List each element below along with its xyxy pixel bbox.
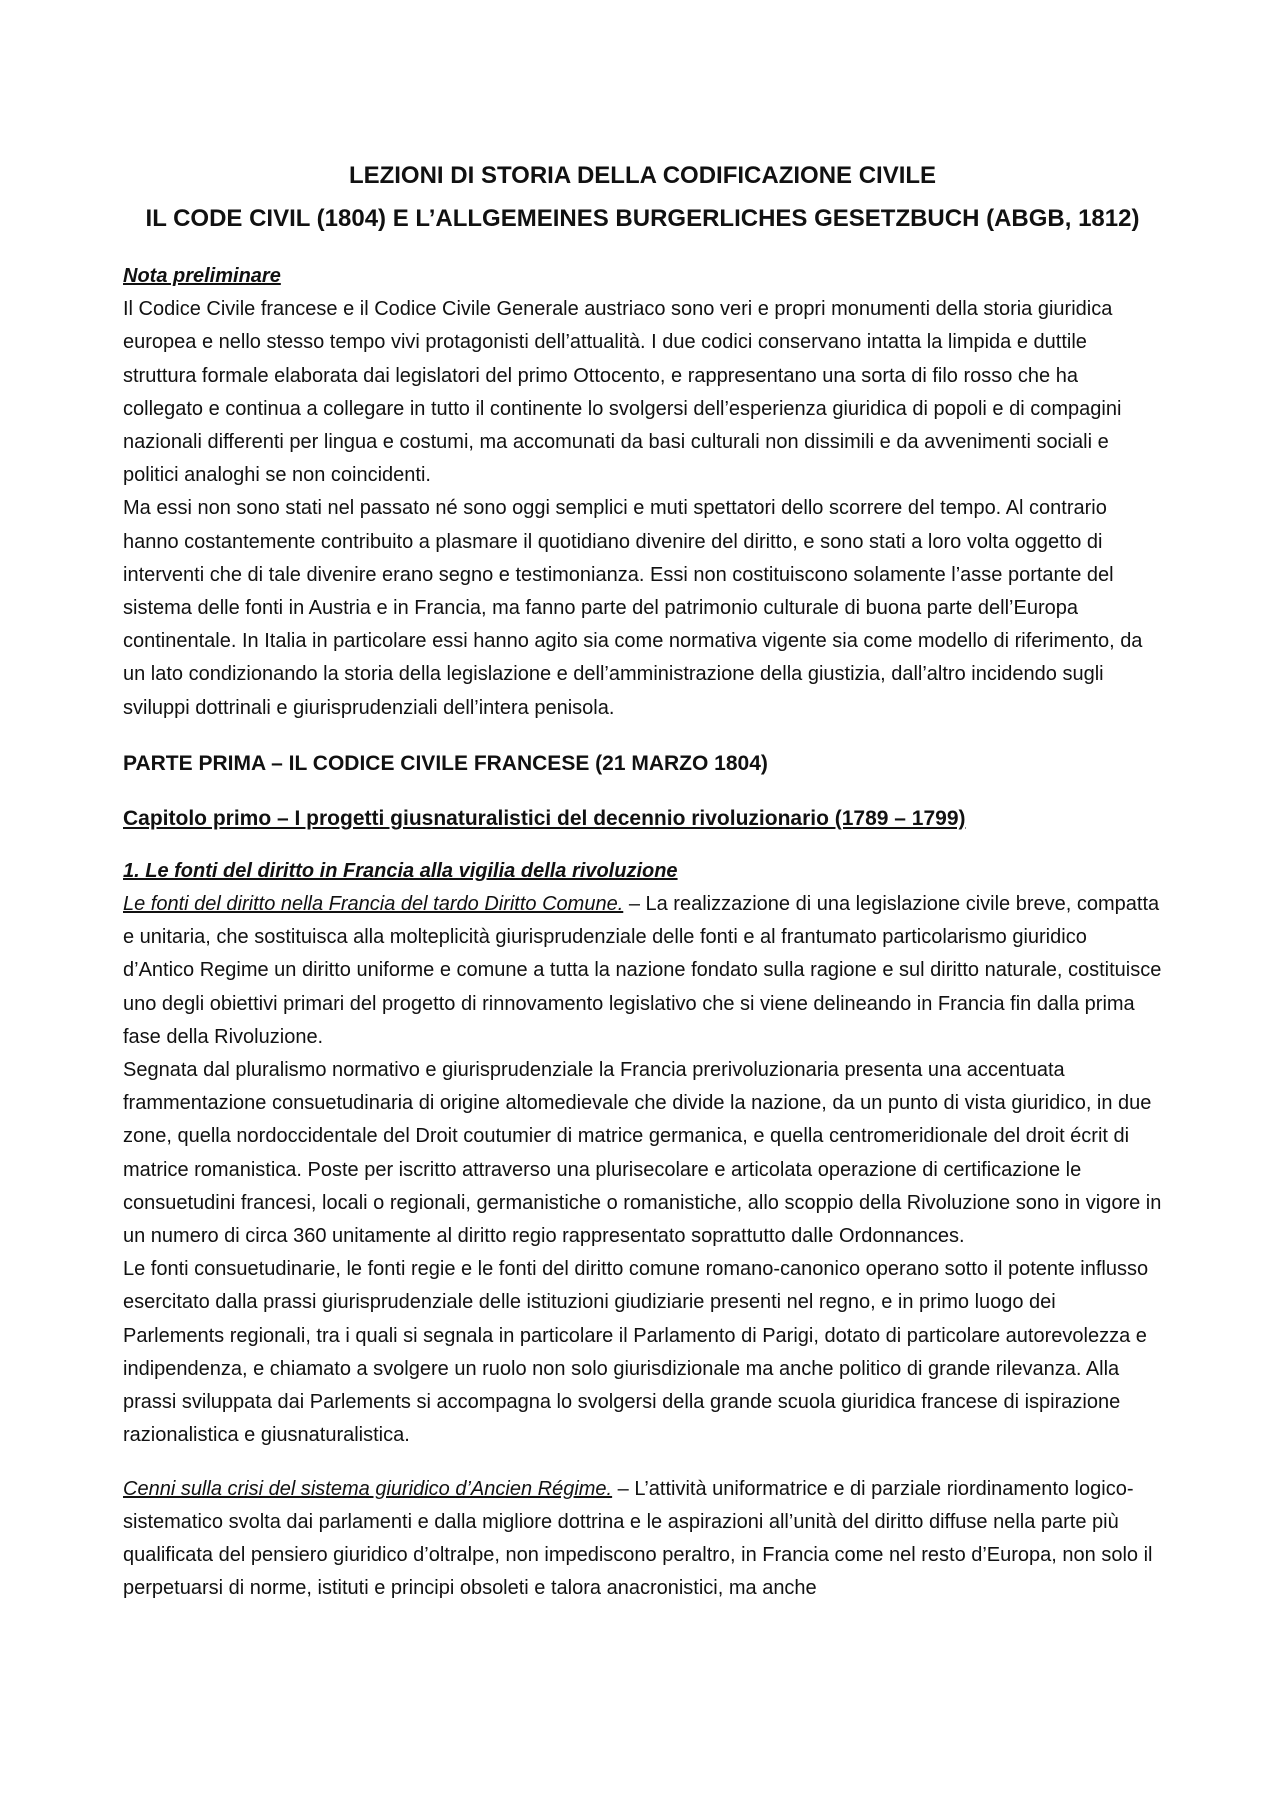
paragraph-sources-late-common-law xyxy=(123,888,1162,1054)
note-label: Nota preliminare xyxy=(123,265,281,287)
subsection-label-sources: Le fonti del diritto nella Francia del tardo Diritto Comune. xyxy=(123,893,624,916)
subsection-label-crisis: Cenni sulla crisi del sistema giuridico d’Ancien Régime. xyxy=(123,1477,613,1500)
note-paragraph-1: Il Codice Civile francese e il Codice Civile Generale austriaco sono veri e propri monumenti della storia giuridica europea e nello stesso tempo vivi protagonisti dell’attualità. I due codici conservano intatta la limpida e duttile struttura formale elaborata dai legislatori del primo Ottocento, e rappresentano una sorta di filo rosso che ha collegato e continua a collegare in tutto il continente lo svolgersi dell’esperienza giuridica di popoli e di compagini nazionali differenti per lingua e costumi, ma accomunati da basi culturali non dissimili e da avvenimenti sociali e politici analoghi se non coincidenti. xyxy=(123,298,1122,487)
paragraph-normative-pluralism: Segnata dal pluralismo normativo e giurisprudenziale la Francia prerivoluzionaria presenta una accentuata frammentazione consuetudinaria di origine altomedievale che divide la nazione, da un punto di vista giuridico, in due zone, quella nordoccidentale del Droit coutumier di matrice germanica, e quella centromeridionale del droit écrit di matrice romanistica. Poste per iscritto attraverso una plurisecolare e articolata operazione di certificazione le consuetudini francesi, locali o regionali, germanistiche o romanistiche, allo scoppio della Rivoluzione sono in vigore in un numero di circa 360 unitamente al diritto regio rappresentato soprattutto dalle Ordonnances. xyxy=(123,1059,1162,1248)
paragraph-customary-sources: Le fonti consuetudinarie, le fonti regie e le fonti del diritto comune romano-canonico operano sotto il potente influsso esercitato dalla prassi giurisprudenziale delle istituzioni giudiziarie presenti nel regno, e in primo luogo dei Parlements regionali, tra i quali si segnala in particolare il Parlamento di Parigi, dotato di particolare autorevolezza e indipendenza, e chiamato a svolgere un ruolo non solo giurisdizionale ma anche politico di grande rilevanza. Alla prassi sviluppata dai Parlements si accompagna lo svolgersi della grande scuola giuridica francese di ispirazione razionalistica e giusnaturalistica. xyxy=(123,1258,1149,1447)
section-1-heading: 1. Le fonti del diritto in Francia alla vigilia della rivoluzione xyxy=(123,859,678,882)
document-title-block xyxy=(123,154,1162,240)
note-paragraph-2: Ma essi non sono stati nel passato né sono oggi semplici e muti spettatori dello scorrere del tempo. Al contrario hanno costantemente contribuito a plasmare il quotidiano divenire del diritto, e sono stati a loro volta oggetto di interventi che di tale divenire erano segno e testimonianza. Essi non costituiscono solamente l’asse portante del sistema delle fonti in Austria e in Francia, ma fanno parte del patrimonio culturale di buona parte dell’Europa continentale. In Italia in particolare essi hanno agito sia come normativa vigente sia come modello di riferimento, da un lato condizionando la storia della legislazione e dell’amministrazione della giustizia, dall’altro incidendo sugli sviluppi dottrinali e giurisprudenziali dell’intera penisola. xyxy=(123,497,1143,719)
document-title-line-2: IL CODE CIVIL (1804) E L’ALLGEMEINES BURGERLICHES GESETZBUCH (ABGB, 1812) xyxy=(145,205,1140,232)
part-heading: PARTE PRIMA – IL CODICE CIVILE FRANCESE (21 MARZO 1804) xyxy=(123,751,768,775)
subsection-text-sources: – La realizzazione di una legislazione civile breve, compatta e unitaria, che sostituisca alla molteplicità giurisprudenziale delle fonti e al frantumato particolarismo giuridico d’Antico Regime un diritto uniforme e comune a tutta la nazione fondato sulla ragione e sul diritto naturale, costituisce uno degli obiettivi primari del progetto di rinnovamento legislativo che si viene delineando in Francia fin dalla prima fase della Rivoluzione. xyxy=(123,893,1162,1048)
subsection-text-crisis: – L’attività uniformatrice e di parziale riordinamento logico-sistematico svolta dai parlamenti e dalla migliore dottrina e le aspirazioni all’unità del diritto diffuse nella parte più qualificata del pensiero giuridico d’oltralpe, non impediscono peraltro, in Francia come nel resto d’Europa, non solo il perpetuarsi di norme, istituti e principi obsoleti e talora anacronistici, ma anche xyxy=(123,1477,1153,1600)
chapter-heading: Capitolo primo – I progetti giusnaturalistici del decennio rivoluzionario (1789 – 1799) xyxy=(123,806,966,830)
document-title-line-1: LEZIONI DI STORIA DELLA CODIFICAZIONE CIVILE xyxy=(348,162,937,189)
paragraph-ancien-regime-crisis xyxy=(123,1473,1162,1606)
